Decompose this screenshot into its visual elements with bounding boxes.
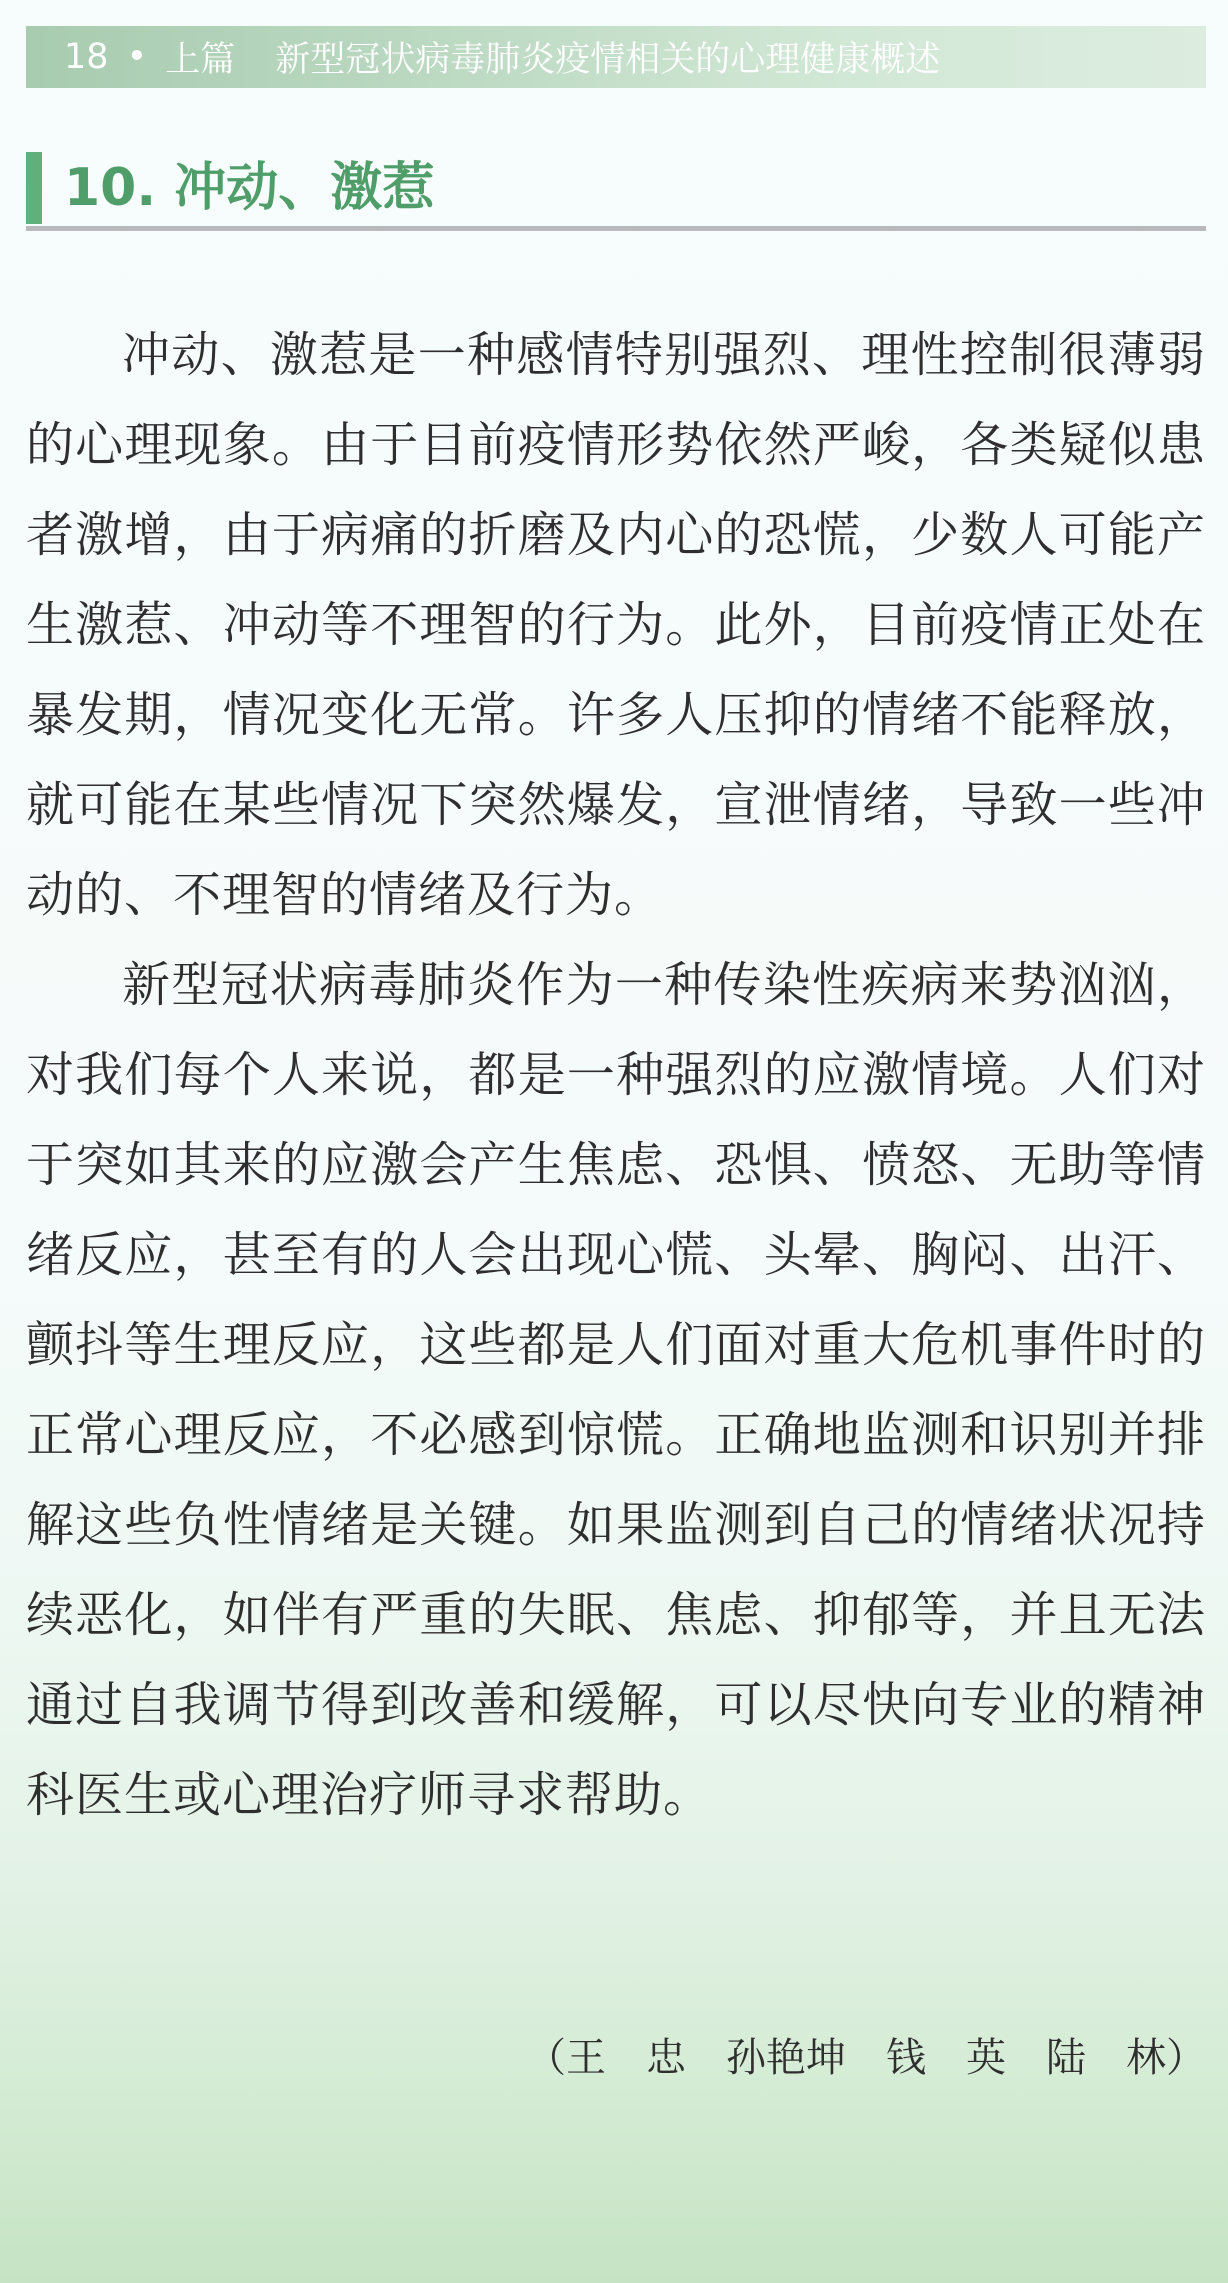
heading-underline — [26, 226, 1206, 231]
body-text — [26, 310, 1206, 1840]
section-heading — [26, 150, 1206, 230]
section-title: 10. 冲动、激惹 — [64, 158, 435, 218]
chapter-title: 新型冠状病毒肺炎疫情相关的心理健康概述 — [275, 40, 941, 80]
page-number: 18 — [64, 37, 109, 77]
heading-accent-bar — [26, 152, 42, 224]
author-attribution: （王 忠 孙艳坤 钱 英 陆 林） — [526, 2035, 1206, 2081]
running-header — [26, 26, 1206, 88]
part-label: 上篇 — [165, 40, 236, 80]
paragraph: 冲动、激惹是一种感情特别强烈、理性控制很薄弱的心理现象。由于目前疫情形势依然严峻，各类疑似患者激增，由于病痛的折磨及内心的恐慌，少数人可能产生激惹、冲动等不理智的行为。此外，目前疫情正处在暴发期，情况变化无常。许多人压抑的情绪不能释放，就可能在某些情况下突然爆发，宣泄情绪，导致一些冲动的、不理智的情绪及行为。 — [26, 327, 1206, 923]
paragraph: 新型冠状病毒肺炎作为一种传染性疾病来势汹汹，对我们每个人来说，都是一种强烈的应激情境。人们对于突如其来的应激会产生焦虑、恐惧、愤怒、无助等情绪反应，甚至有的人会出现心慌、头晕、胸闷、出汗、颤抖等生理反应，这些都是人们面对重大危机事件时的正常心理反应，不必感到惊慌。正确地监测和识别并排解这些负性情绪是关键。如果监测到自己的情绪状况持续恶化，如伴有严重的失眠、焦虑、抑郁等，并且无法通过自我调节得到改善和缓解，可以尽快向专业的精神科医生或心理治疗师寻求帮助。 — [26, 957, 1206, 1823]
bullet-separator: • — [126, 37, 148, 77]
